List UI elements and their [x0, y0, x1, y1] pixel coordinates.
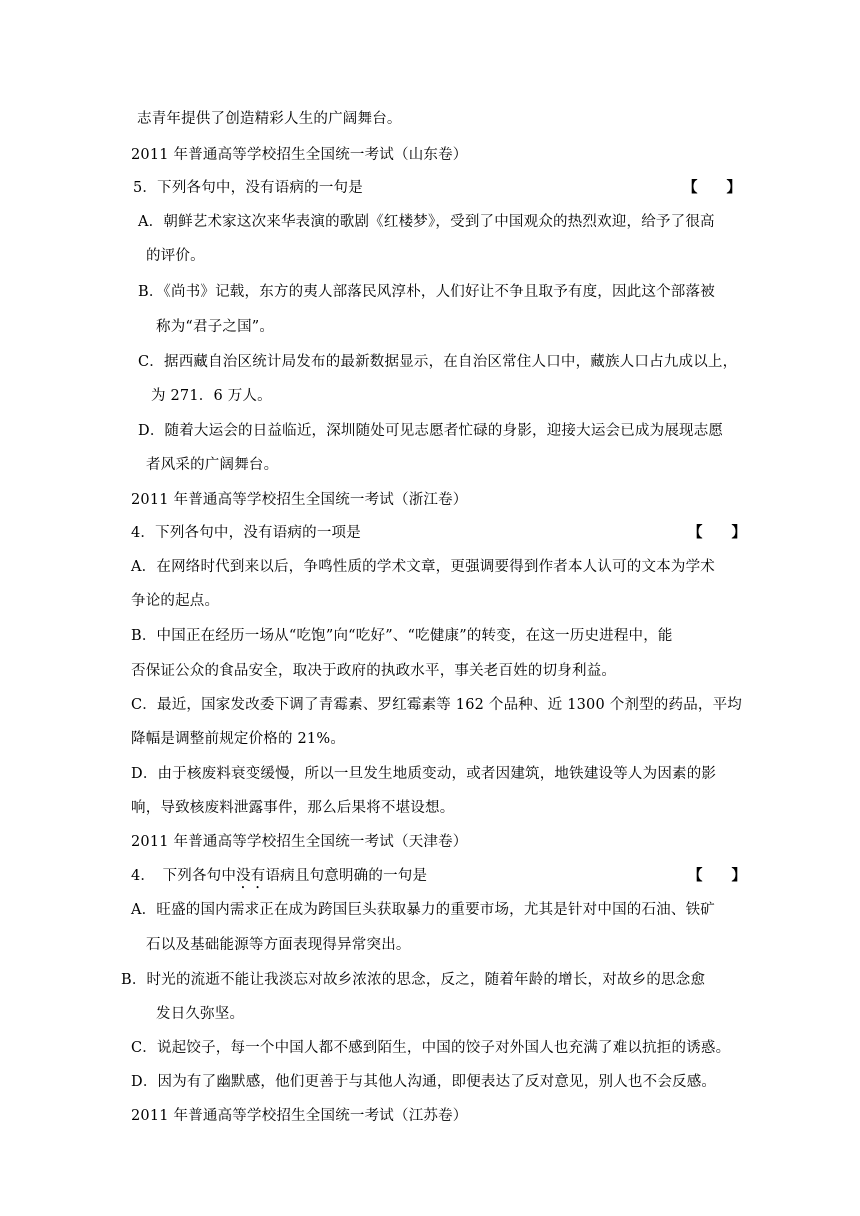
question-stem: 5．下列各句中，没有语病的一句是	[133, 180, 363, 196]
emphasis-dotted-text: 没有	[236, 868, 266, 884]
option-d-cont: 响，导致核废料泄露事件，那么后果将不堪设想。	[131, 800, 455, 816]
question-stem-rest: 语病且句意明确的一句是	[265, 868, 428, 884]
option-b-cont: 称为“君子之国”。	[156, 319, 275, 335]
option-a-cont: 石以及基础能源等方面表现得异常突出。	[146, 937, 411, 953]
option-d-cont: 者风采的广阔舞台。	[146, 457, 279, 473]
exam-heading: 2011 年普通高等学校招生全国统一考试（浙江卷）	[131, 492, 468, 508]
option-a-cont: 争论的起点。	[131, 593, 220, 609]
option-a: A．旺盛的国内需求正在成为跨国巨头获取暴力的重要市场，尤其是针对中国的石油、铁矿	[131, 902, 715, 918]
exam-heading: 2011 年普通高等学校招生全国统一考试（江苏卷）	[131, 1108, 468, 1124]
question-stem: 4．下列各句中，没有语病的一项是	[131, 525, 361, 541]
option-d: D．由于核废料衰变缓慢，所以一旦发生地质变动，或者因建筑，地铁建设等人为因素的影	[131, 766, 717, 782]
option-c: C．最近，国家发改委下调了青霉素、罗红霉素等 162 个品种、近 1300 个剂型的药品，平均	[131, 697, 743, 713]
option-b: B．中国正在经历一场从“吃饱”向“吃好”、“吃健康”的转变，在这一历史进程中，能	[131, 628, 673, 644]
option-b-cont: 否保证公众的食品安全，取决于政府的执政水平，事关老百姓的切身利益。	[131, 663, 617, 679]
option-c: C．据西藏自治区统计局发布的最新数据显示，在自治区常住人口中，藏族人口占九成以上，	[138, 354, 738, 370]
answer-bracket: 【 】	[688, 524, 746, 541]
exam-heading: 2011 年普通高等学校招生全国统一考试（天津卷）	[131, 834, 468, 850]
option-c: C．说起饺子，每一个中国人都不感到陌生，中国的饺子对外国人也充满了难以抗拒的诱惑。	[131, 1040, 731, 1056]
option-b: B．时光的流逝不能让我淡忘对故乡浓浓的思念，反之，随着年龄的增长，对故乡的思念愈	[121, 972, 706, 988]
exam-heading: 2011 年普通高等学校招生全国统一考试（山东卷）	[131, 147, 468, 163]
option-b: B．《尚书》记载，东方的夷人部落民风淳朴，人们好让不争且取予有度，因此这个部落被	[138, 284, 715, 300]
option-b-cont: 发日久弥坚。	[156, 1006, 245, 1022]
text-line: 志青年提供了创造精彩人生的广阔舞台。	[137, 111, 402, 127]
answer-bracket: 【 】	[688, 867, 746, 884]
answer-bracket: 【 】	[683, 179, 741, 196]
option-a: A．朝鲜艺术家这次来华表演的歌剧《红楼梦》，受到了中国观众的热烈欢迎，给予了很高	[138, 214, 715, 230]
question-stem	[131, 866, 427, 892]
option-c-cont: 降幅是调整前规定价格的 21%。	[131, 731, 346, 747]
question-stem-lead: 4． 下列各句中	[131, 868, 237, 884]
option-d: D．因为有了幽默感，他们更善于与其他人沟通，即便表达了反对意见，别人也不会反感。	[131, 1074, 717, 1090]
option-c-cont: 为 271．6 万人。	[151, 388, 272, 404]
option-a-cont: 的评价。	[146, 248, 205, 264]
option-d: D．随着大运会的日益临近，深圳随处可见志愿者忙碌的身影，迎接大运会已成为展现志愿	[138, 423, 724, 439]
option-a: A．在网络时代到来以后，争鸣性质的学术文章，更强调要得到作者本人认可的文本为学术	[131, 559, 715, 575]
